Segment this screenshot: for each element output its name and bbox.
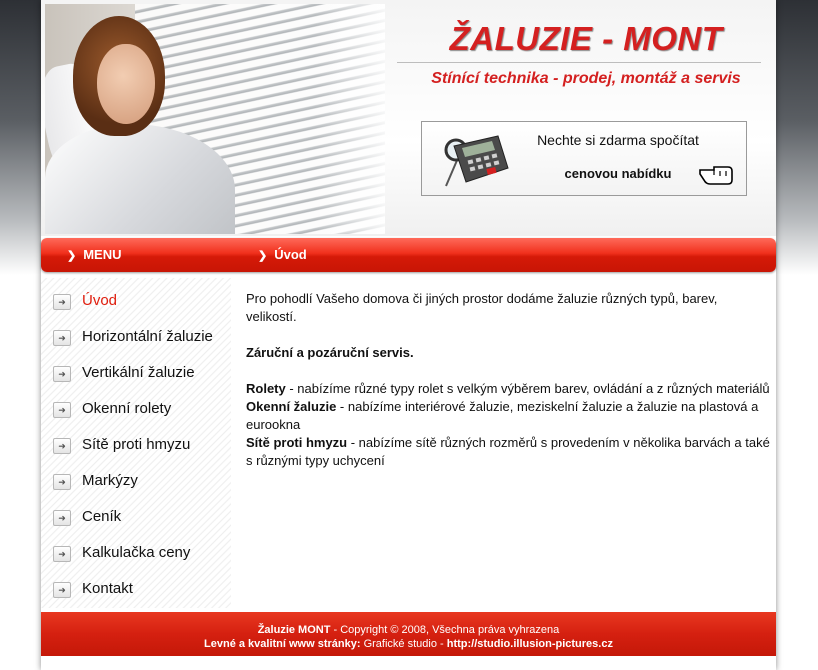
rolety-paragraph [246,380,771,398]
sidebar-item-pricelist[interactable] [53,508,231,532]
calculator-icon [432,128,510,190]
arrow-right-icon: ➜ [53,294,71,310]
current-page-heading [258,247,307,262]
arrow-right-icon: ➜ [53,438,71,454]
arrow-right-icon: ➜ [53,474,71,490]
sidebar-item-contact[interactable] [53,580,231,604]
chevron-right-icon: ❯ [258,250,268,262]
sidebar-item-label: Sítě proti hmyzu [82,436,191,453]
arrow-right-icon: ➜ [53,402,71,418]
current-page-label: Úvod [274,247,307,262]
sidebar-item-label: Ceník [82,508,122,525]
arrow-right-icon: ➜ [53,582,71,598]
footer [41,612,776,656]
hand-pointer-icon [698,158,734,186]
sidebar-item-price-calculator[interactable] [53,544,231,568]
sidebar-item-window-rollers[interactable] [53,400,231,424]
footer-credits [41,638,776,650]
sidebar-item-horizontal-blinds[interactable] [53,328,231,352]
site-title-text: Sítě proti hmyzu [246,435,348,450]
sidebar-item-label: Úvod [82,292,118,309]
woman-face [97,44,155,124]
calc-banner-line2: cenovou nabídku [564,166,672,181]
sidebar-item-label: Vertikální žaluzie [82,364,195,381]
chevron-right-icon: ❯ [67,250,77,262]
menu-label: MENU [83,247,122,262]
sidebar-item-label: Kalkulačka ceny [82,544,191,561]
site-title: ŽALUZIE - MONT [449,20,723,57]
footer-credits-studio: Grafické studio - [360,638,447,650]
photo-fade [315,4,385,234]
header-photo [45,4,385,234]
sidebar-item-insect-screens[interactable] [53,436,231,460]
footer-copyright-text: - Copyright © 2008, Všechna práva vyhrazena [330,624,560,636]
footer-copyright [41,624,776,636]
footer-brand: Žaluzie MONT [257,624,331,636]
sidebar-item-label: Kontakt [82,580,133,597]
page [41,0,776,670]
main-content [246,290,771,470]
sidebar-item-uvod[interactable] [53,292,231,316]
okenni-text: - nabízíme interiérové žaluzie, meziskelní žaluzie a žaluzie na plastová a eurookna [246,399,759,432]
calc-banner-line1: Nechte si zdarma spočítat [537,132,699,148]
arrow-right-icon: ➜ [53,366,71,382]
rolety-title: Rolety [246,381,286,396]
sidebar-item-awnings[interactable] [53,472,231,496]
arrow-right-icon: ➜ [53,510,71,526]
title-divider [397,62,761,63]
okenni-paragraph [246,398,771,434]
menu-heading [67,247,122,262]
service-text: Záruční a pozáruční servis. [246,345,414,360]
intro-text: Pro pohodlí Vašeho domova či jiných prostor dodáme žaluzie různých typů, barev, velikostí. [246,291,718,324]
sidebar-item-label: Horizontální žaluzie [82,328,213,345]
sidebar-nav [41,278,231,608]
site-paragraph [246,434,771,470]
site-subtitle: Stínící technika - prodej, montáž a servis [431,70,741,87]
header [41,0,776,236]
rolety-text: - nabízíme různé typy rolet s velkým výběrem barev, ovládání a z různých materiálů [285,381,770,396]
price-calculator-banner[interactable] [421,121,747,196]
sidebar-item-vertical-blinds[interactable] [53,364,231,388]
menu-bar [41,238,776,272]
okenni-title: Okenní žaluzie [246,399,337,414]
arrow-right-icon: ➜ [53,546,71,562]
site-text: - nabízíme sítě různých rozměrů s provedením v několika barvách a také s různými typy uchycení [246,435,770,468]
sidebar-item-label: Markýzy [82,472,138,489]
sidebar-item-label: Okenní rolety [82,400,172,417]
footer-studio-link[interactable]: http://studio.illusion-pictures.cz [446,638,613,650]
arrow-right-icon: ➜ [53,330,71,346]
footer-credits-label: Levné a kvalitní www stránky: [204,638,361,650]
